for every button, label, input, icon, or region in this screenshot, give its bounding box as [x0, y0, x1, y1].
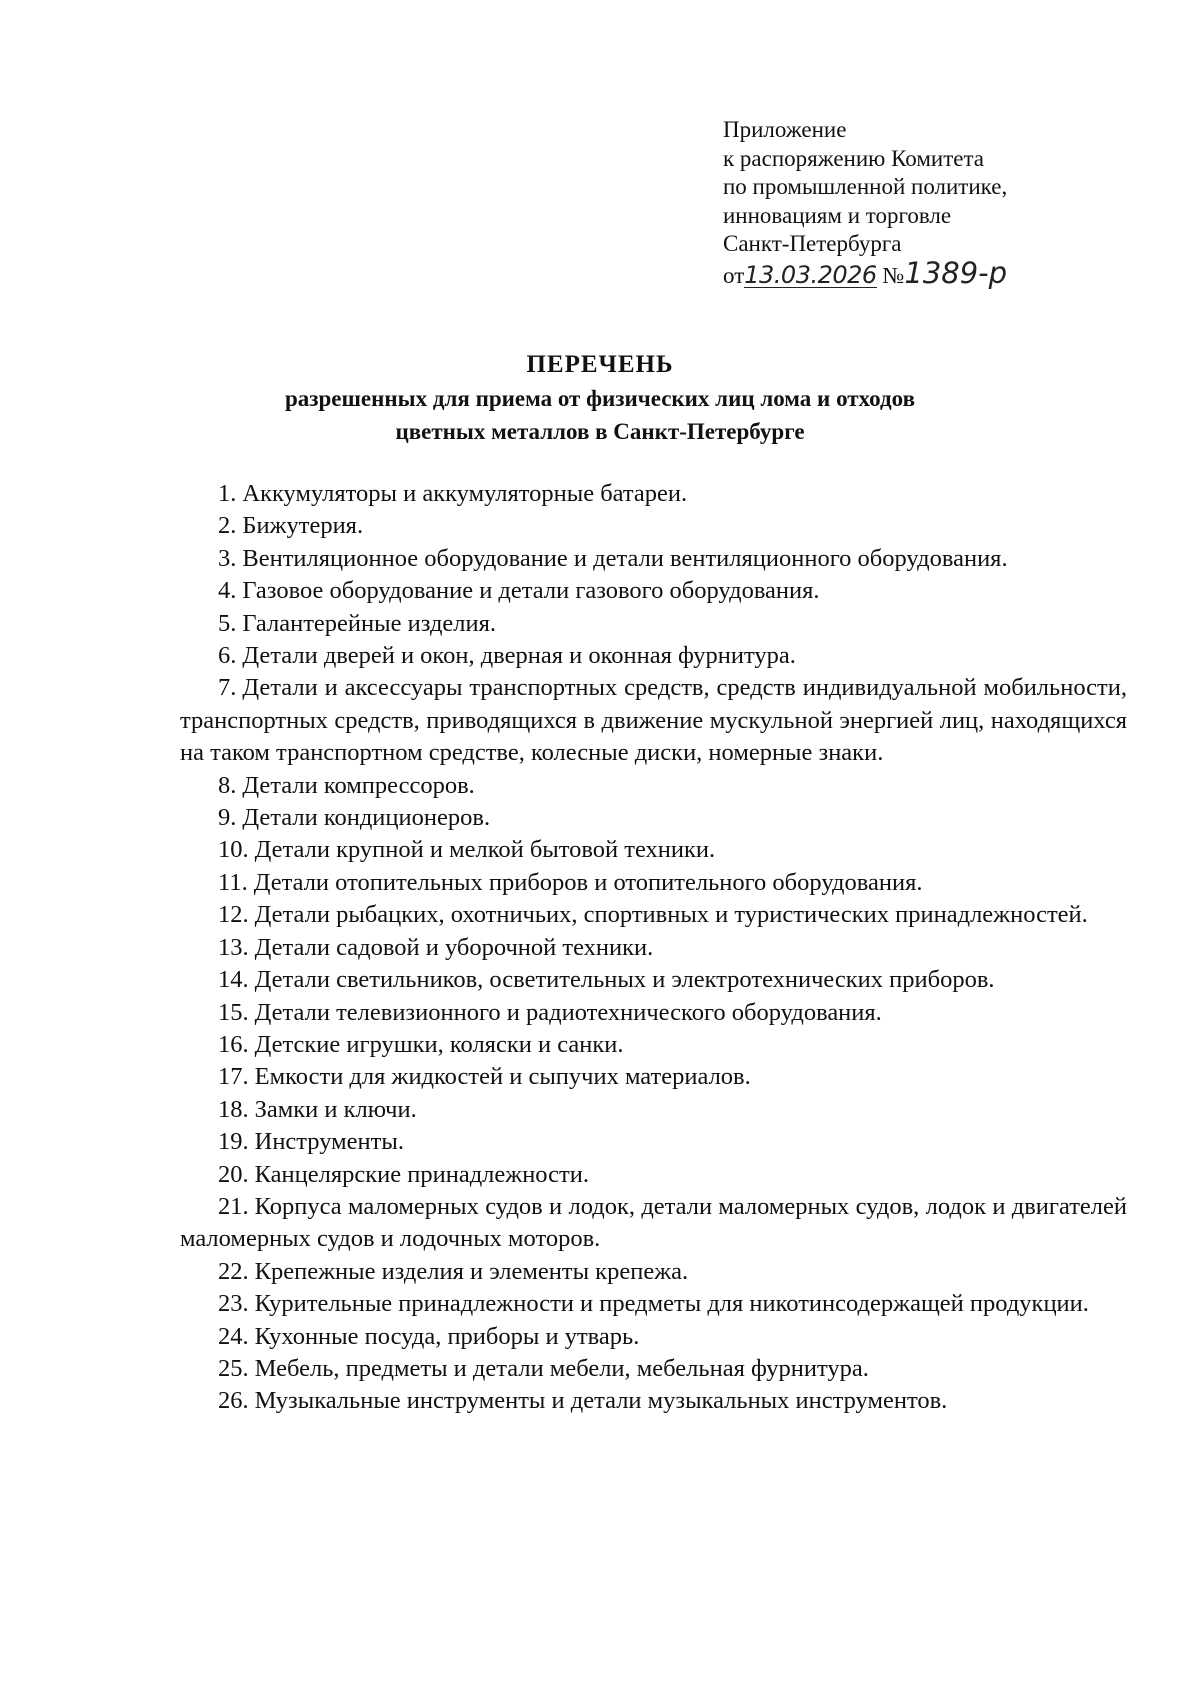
list-item: 24. Кухонные посуда, приборы и утварь. [218, 1322, 640, 1350]
items-list [180, 478, 1127, 1418]
attachment-header [723, 116, 1007, 290]
attachment-line: инновациям и торговле [723, 202, 952, 228]
list-item: 5. Галантерейные изделия. [218, 609, 497, 637]
list-item: 20. Канцелярские принадлежности. [218, 1160, 589, 1188]
list-item: 8. Детали компрессоров. [218, 771, 475, 799]
list-item: 11. Детали отопительных приборов и отопительного оборудования. [218, 868, 923, 896]
list-item: 21. Корпуса маломерных судов и лодок, детали маломерных судов, лодок и двигателей маломерных судов и лодочных моторов. [180, 1192, 1127, 1253]
document-subtitle: разрешенных для приема от физических лиц лома и отходов [284, 386, 916, 411]
list-item: 3. Вентиляционное оборудование и детали вентиляционного оборудования. [218, 544, 1008, 572]
list-item: 7. Детали и аксессуары транспортных средств, средств индивидуальной мобильности, транспортных средств, приводящихся в движение мускульной энергией лиц, находящихся на таком транспортном средстве, колесные диски, номерные знаки. [180, 674, 1127, 767]
handwritten-number: 1389-р [904, 255, 1008, 290]
document-title-block [0, 348, 1200, 448]
list-item: 23. Курительные принадлежности и предметы для никотинсодержащей продукции. [218, 1290, 1089, 1318]
list-item: 18. Замки и ключи. [218, 1095, 417, 1123]
list-item: 15. Детали телевизионного и радиотехнического оборудования. [218, 998, 882, 1026]
date-prefix: от [723, 262, 745, 288]
list-item: 1. Аккумуляторы и аккумуляторные батареи. [218, 480, 688, 507]
list-item: 6. Детали дверей и окон, дверная и оконная фурнитура. [218, 642, 796, 670]
list-item: 16. Детские игрушки, коляски и санки. [218, 1030, 624, 1058]
list-item: 25. Мебель, предметы и детали мебели, мебельная фурнитура. [218, 1354, 869, 1382]
attachment-line: Приложение [723, 117, 847, 142]
list-item: 14. Детали светильников, осветительных и электротехнических приборов. [218, 966, 995, 994]
list-item: 17. Емкости для жидкостей и сыпучих материалов. [218, 1063, 751, 1091]
list-item: 19. Инструменты. [218, 1128, 404, 1156]
list-item: 26. Музыкальные инструменты и детали музыкальных инструментов. [218, 1387, 948, 1415]
attachment-line: к распоряжению Комитета [723, 145, 984, 171]
list-item: 2. Бижутерия. [218, 512, 364, 540]
handwritten-date: 13.03.2026 [744, 260, 877, 289]
document-subtitle: цветных металлов в Санкт-Петербурге [395, 419, 805, 444]
number-sign: № [882, 262, 905, 288]
document-title: ПЕРЕЧЕНЬ [526, 351, 674, 378]
list-item: 22. Крепежные изделия и элементы крепежа. [218, 1257, 689, 1285]
attachment-date-number [723, 255, 1008, 291]
list-item: 13. Детали садовой и уборочной техники. [218, 933, 654, 961]
list-item: 4. Газовое оборудование и детали газового оборудования. [218, 577, 820, 605]
attachment-line: по промышленной политике, [723, 174, 1008, 199]
list-item: 10. Детали крупной и мелкой бытовой техники. [218, 836, 716, 864]
attachment-line: Санкт-Петербурга [723, 231, 902, 256]
list-item: 9. Детали кондиционеров. [218, 804, 491, 832]
list-item: 12. Детали рыбацких, охотничьих, спортивных и туристических принадлежностей. [218, 901, 1088, 929]
